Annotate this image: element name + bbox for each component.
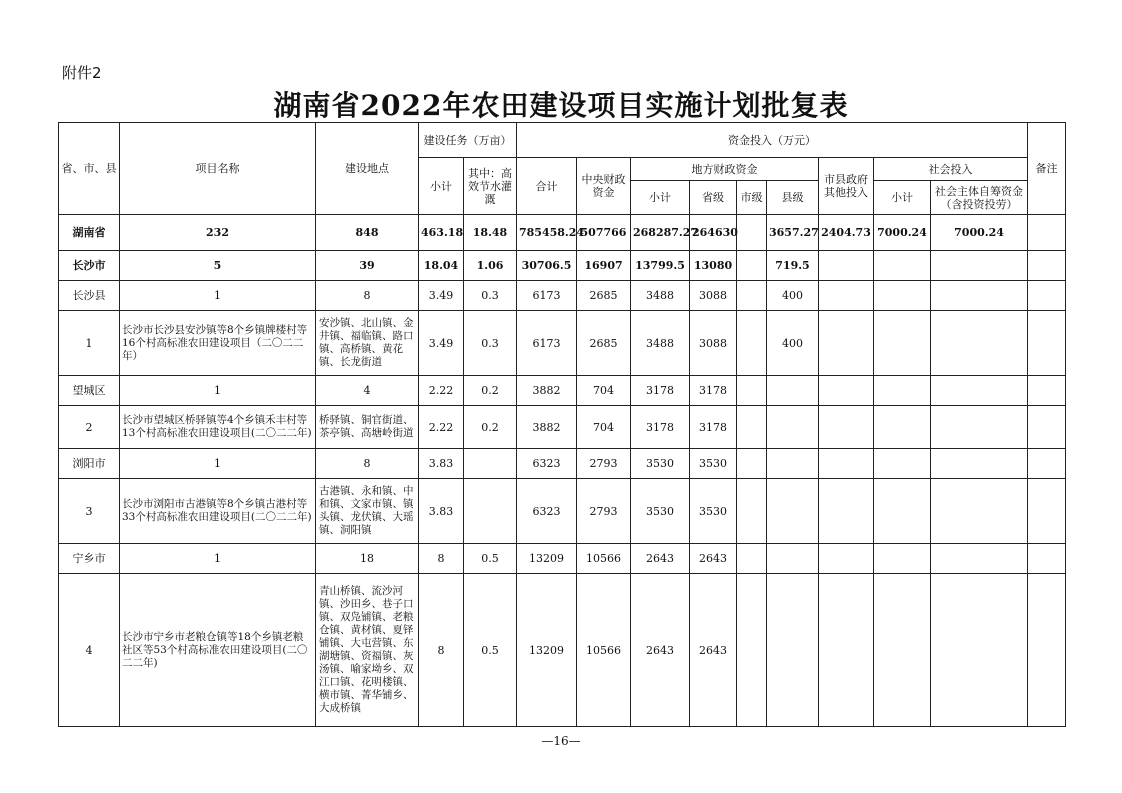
cell-central: 2685 <box>577 281 631 311</box>
cell-task-subtotal: 2.22 <box>419 376 464 406</box>
cell-provincial: 13080 <box>690 251 737 281</box>
header-social-subtotal: 小计 <box>874 181 931 215</box>
cell-region: 3 <box>59 479 120 544</box>
cell-task-subtotal: 8 <box>419 544 464 574</box>
cell-city-level <box>737 449 767 479</box>
cell-city-level <box>737 574 767 727</box>
cell-location: 39 <box>316 251 419 281</box>
header-local: 地方财政资金 <box>631 158 819 181</box>
cell-provincial: 3530 <box>690 479 737 544</box>
cell-other-gov <box>819 406 874 449</box>
cell-social-subtotal <box>874 281 931 311</box>
header-county-level: 县级 <box>767 181 819 215</box>
cell-local-subtotal: 3178 <box>631 376 690 406</box>
cell-social-self <box>931 479 1028 544</box>
cell-central: 704 <box>577 376 631 406</box>
cell-project-name: 1 <box>120 376 316 406</box>
table-row <box>59 544 1066 574</box>
cell-provincial: 3088 <box>690 281 737 311</box>
cell-central: 10566 <box>577 544 631 574</box>
cell-total: 30706.5 <box>517 251 577 281</box>
cell-task-subtotal: 3.49 <box>419 311 464 376</box>
cell-county-level: 400 <box>767 311 819 376</box>
cell-local-subtotal: 2643 <box>631 574 690 727</box>
cell-social-self <box>931 574 1028 727</box>
cell-county-level <box>767 479 819 544</box>
cell-task-irrigation: 18.48 <box>464 215 517 251</box>
cell-project-name: 232 <box>120 215 316 251</box>
cell-social-subtotal <box>874 544 931 574</box>
cell-remark <box>1028 544 1066 574</box>
cell-region: 2 <box>59 406 120 449</box>
table-body <box>59 215 1066 727</box>
page-number: —16— <box>541 734 581 748</box>
cell-remark <box>1028 251 1066 281</box>
cell-task-irrigation: 0.2 <box>464 376 517 406</box>
cell-location: 8 <box>316 281 419 311</box>
cell-task-subtotal: 3.83 <box>419 449 464 479</box>
cell-provincial: 264630 <box>690 215 737 251</box>
cell-task-irrigation <box>464 449 517 479</box>
table-row <box>59 574 1066 727</box>
cell-social-self <box>931 311 1028 376</box>
cell-project-name: 长沙市宁乡市老粮仓镇等18个乡镇老粮社区等53个村高标准农田建设项目(二〇二二年) <box>120 574 316 727</box>
cell-city-level <box>737 251 767 281</box>
cell-county-level: 3657.27 <box>767 215 819 251</box>
cell-other-gov <box>819 544 874 574</box>
cell-city-level <box>737 311 767 376</box>
header-location: 建设地点 <box>316 123 419 215</box>
cell-local-subtotal: 2643 <box>631 544 690 574</box>
cell-remark <box>1028 376 1066 406</box>
cell-social-subtotal <box>874 376 931 406</box>
cell-task-subtotal: 463.18 <box>419 215 464 251</box>
cell-project-name: 1 <box>120 281 316 311</box>
cell-remark <box>1028 406 1066 449</box>
cell-central: 704 <box>577 406 631 449</box>
table-row <box>59 251 1066 281</box>
cell-provincial: 2643 <box>690 574 737 727</box>
table-row <box>59 281 1066 311</box>
header-project-name: 项目名称 <box>120 123 316 215</box>
cell-total: 6173 <box>517 311 577 376</box>
cell-local-subtotal: 3178 <box>631 406 690 449</box>
table-row <box>59 311 1066 376</box>
table-row <box>59 406 1066 449</box>
cell-remark <box>1028 215 1066 251</box>
cell-city-level <box>737 406 767 449</box>
cell-local-subtotal: 13799.5 <box>631 251 690 281</box>
cell-remark <box>1028 311 1066 376</box>
cell-task-subtotal: 18.04 <box>419 251 464 281</box>
cell-central: 16907 <box>577 251 631 281</box>
cell-central: 2793 <box>577 449 631 479</box>
cell-social-subtotal <box>874 406 931 449</box>
header-central: 中央财政资金 <box>577 158 631 215</box>
cell-social-subtotal: 7000.24 <box>874 215 931 251</box>
cell-location: 青山桥镇、流沙河镇、沙田乡、巷子口镇、双凫铺镇、老粮仓镇、黄材镇、夏铎铺镇、大屯营镇、东湖塘镇、资福镇、灰汤镇、喻家坳乡、双江口镇、花明楼镇、横市镇、菁华铺乡、大成桥镇 <box>316 574 419 727</box>
cell-project-name: 1 <box>120 449 316 479</box>
cell-total: 6173 <box>517 281 577 311</box>
cell-project-name: 长沙市长沙县安沙镇等8个乡镇牌楼村等16个村高标准农田建设项目（二〇二二年） <box>120 311 316 376</box>
header-total: 合计 <box>517 158 577 215</box>
cell-total: 13209 <box>517 544 577 574</box>
cell-other-gov <box>819 449 874 479</box>
cell-task-irrigation <box>464 479 517 544</box>
cell-task-irrigation: 0.3 <box>464 311 517 376</box>
cell-other-gov <box>819 376 874 406</box>
cell-social-self <box>931 251 1028 281</box>
cell-county-level: 400 <box>767 281 819 311</box>
cell-provincial: 3088 <box>690 311 737 376</box>
table-row <box>59 215 1066 251</box>
header-region: 省、市、县 <box>59 123 120 215</box>
header-task-subtotal: 小计 <box>419 158 464 215</box>
cell-location: 18 <box>316 544 419 574</box>
cell-task-irrigation: 0.5 <box>464 574 517 727</box>
cell-task-subtotal: 3.83 <box>419 479 464 544</box>
cell-remark <box>1028 574 1066 727</box>
cell-central: 2685 <box>577 311 631 376</box>
cell-social-subtotal <box>874 251 931 281</box>
attachment-label: 附件2 <box>62 64 102 82</box>
cell-other-gov <box>819 281 874 311</box>
cell-central: 2793 <box>577 479 631 544</box>
cell-social-subtotal <box>874 311 931 376</box>
cell-remark <box>1028 479 1066 544</box>
cell-city-level <box>737 281 767 311</box>
cell-total: 3882 <box>517 376 577 406</box>
header-task-irrigation: 其中：高效节水灌溉 <box>464 158 517 215</box>
cell-local-subtotal: 3530 <box>631 449 690 479</box>
cell-city-level <box>737 544 767 574</box>
cell-location: 桥驿镇、铜官街道、茶亭镇、高塘岭街道 <box>316 406 419 449</box>
cell-social-subtotal <box>874 479 931 544</box>
cell-provincial: 3530 <box>690 449 737 479</box>
cell-region: 望城区 <box>59 376 120 406</box>
cell-location: 848 <box>316 215 419 251</box>
cell-social-subtotal <box>874 574 931 727</box>
cell-county-level <box>767 406 819 449</box>
cell-remark <box>1028 449 1066 479</box>
cell-total: 13209 <box>517 574 577 727</box>
cell-social-self <box>931 449 1028 479</box>
cell-county-level <box>767 574 819 727</box>
cell-other-gov <box>819 251 874 281</box>
approval-table <box>58 122 1066 727</box>
header-other-gov: 市县政府其他投入 <box>819 158 874 215</box>
cell-task-subtotal: 2.22 <box>419 406 464 449</box>
cell-region: 长沙市 <box>59 251 120 281</box>
table-row <box>59 376 1066 406</box>
header-social: 社会投入 <box>874 158 1028 181</box>
cell-region: 宁乡市 <box>59 544 120 574</box>
cell-task-irrigation: 0.5 <box>464 544 517 574</box>
cell-other-gov: 2404.73 <box>819 215 874 251</box>
cell-provincial: 3178 <box>690 406 737 449</box>
cell-task-irrigation: 0.2 <box>464 406 517 449</box>
cell-total: 785458.24 <box>517 215 577 251</box>
cell-city-level <box>737 479 767 544</box>
cell-local-subtotal: 3530 <box>631 479 690 544</box>
header-funding: 资金投入（万元） <box>517 123 1028 158</box>
cell-county-level <box>767 376 819 406</box>
cell-local-subtotal: 3488 <box>631 311 690 376</box>
cell-provincial: 3178 <box>690 376 737 406</box>
header-local-subtotal: 小计 <box>631 181 690 215</box>
cell-location: 8 <box>316 449 419 479</box>
cell-city-level <box>737 376 767 406</box>
header-remark: 备注 <box>1028 123 1066 215</box>
cell-county-level <box>767 449 819 479</box>
header-social-self: 社会主体自筹资金（含投资投劳） <box>931 181 1028 215</box>
cell-remark <box>1028 281 1066 311</box>
cell-task-irrigation: 0.3 <box>464 281 517 311</box>
cell-region: 湖南省 <box>59 215 120 251</box>
cell-city-level <box>737 215 767 251</box>
cell-county-level <box>767 544 819 574</box>
cell-region: 1 <box>59 311 120 376</box>
cell-total: 3882 <box>517 406 577 449</box>
cell-social-subtotal <box>874 449 931 479</box>
table-row <box>59 449 1066 479</box>
cell-project-name: 5 <box>120 251 316 281</box>
cell-social-self <box>931 376 1028 406</box>
cell-region: 长沙县 <box>59 281 120 311</box>
cell-local-subtotal: 3488 <box>631 281 690 311</box>
cell-social-self: 7000.24 <box>931 215 1028 251</box>
cell-project-name: 长沙市望城区桥驿镇等4个乡镇禾丰村等13个村高标准农田建设项目(二〇二二年) <box>120 406 316 449</box>
cell-location: 古港镇、永和镇、中和镇、文家市镇、镇头镇、龙伏镇、大瑶镇、洞阳镇 <box>316 479 419 544</box>
header-city-level: 市级 <box>737 181 767 215</box>
cell-social-self <box>931 406 1028 449</box>
cell-region: 浏阳市 <box>59 449 120 479</box>
cell-provincial: 2643 <box>690 544 737 574</box>
cell-other-gov <box>819 479 874 544</box>
cell-social-self <box>931 281 1028 311</box>
cell-total: 6323 <box>517 449 577 479</box>
cell-project-name: 长沙市浏阳市古港镇等8个乡镇古港村等33个村高标准农田建设项目(二〇二二年) <box>120 479 316 544</box>
header-task: 建设任务（万亩） <box>419 123 517 158</box>
cell-location: 4 <box>316 376 419 406</box>
cell-total: 6323 <box>517 479 577 544</box>
cell-region: 4 <box>59 574 120 727</box>
cell-task-irrigation: 1.06 <box>464 251 517 281</box>
document-title: 湖南省2022年农田建设项目实施计划批复表 <box>273 89 849 122</box>
cell-task-subtotal: 3.49 <box>419 281 464 311</box>
cell-central: 10566 <box>577 574 631 727</box>
header-provincial: 省级 <box>690 181 737 215</box>
cell-project-name: 1 <box>120 544 316 574</box>
cell-local-subtotal: 268287.27 <box>631 215 690 251</box>
cell-other-gov <box>819 574 874 727</box>
cell-other-gov <box>819 311 874 376</box>
cell-county-level: 719.5 <box>767 251 819 281</box>
table-row <box>59 479 1066 544</box>
cell-location: 安沙镇、北山镇、金井镇、福临镇、路口镇、高桥镇、黄花镇、长龙街道 <box>316 311 419 376</box>
cell-central: 507766 <box>577 215 631 251</box>
cell-social-self <box>931 544 1028 574</box>
cell-task-subtotal: 8 <box>419 574 464 727</box>
